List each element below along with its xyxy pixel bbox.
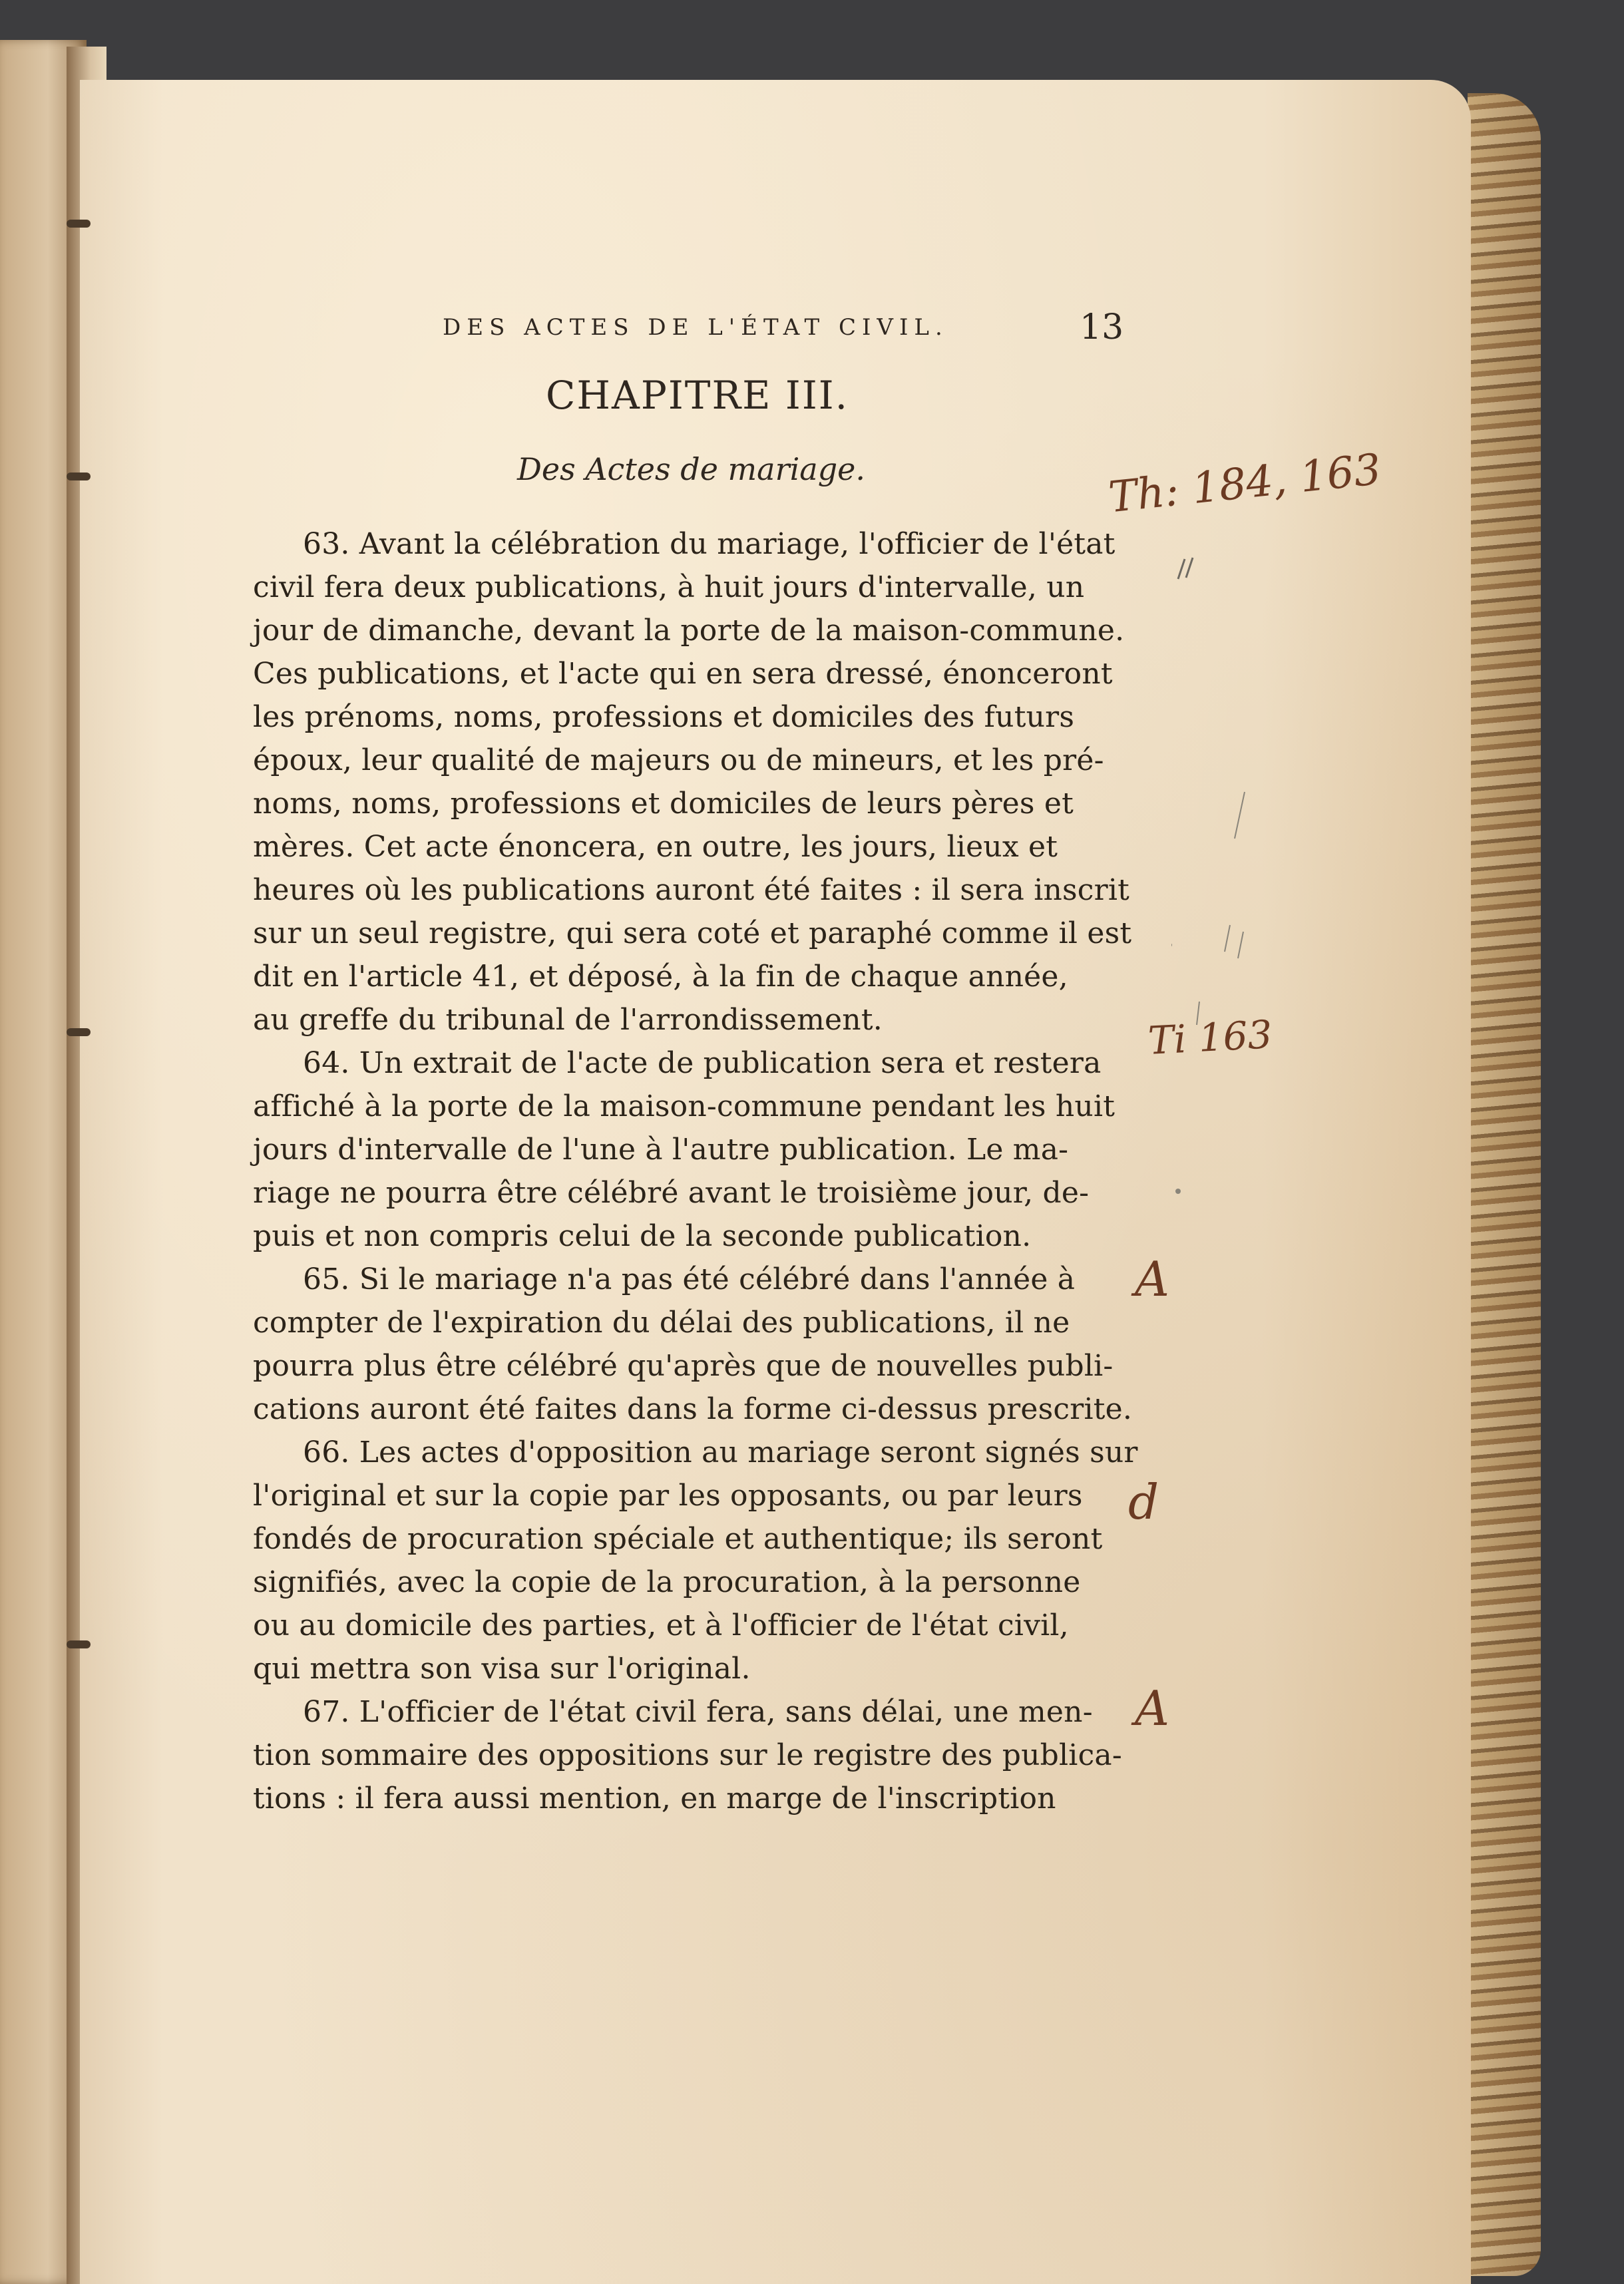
body-line: affiché à la porte de la maison-commune pendant les huit (253, 1089, 1116, 1123)
body-line: les prénoms, noms, professions et domiciles des futurs (253, 700, 1075, 734)
body-line: 64. Un extrait de l'acte de publication sera et restera (303, 1046, 1102, 1080)
body-line: tion sommaire des oppositions sur le registre des publica- (253, 1738, 1122, 1772)
body-line: mères. Cet acte énoncera, en outre, les jours, lieux et (253, 830, 1058, 864)
body-line: heures où les publications auront été faites : il sera inscrit (253, 873, 1130, 907)
body-line: jour de dimanche, devant la porte de la maison-commune. (253, 614, 1125, 648)
margin-tick (67, 1640, 91, 1648)
handwritten-mark: d (1128, 1474, 1159, 1530)
handwritten-mark: A (1135, 1251, 1169, 1307)
body-line: cations auront été faites dans la forme ci-dessus prescrite. (253, 1392, 1133, 1426)
body-line: tions : il fera aussi mention, en marge de l'inscription (253, 1782, 1056, 1815)
chapter-title: CHAPITRE III. (546, 373, 849, 418)
body-line: ou au domicile des parties, et à l'officier de l'état civil, (253, 1609, 1069, 1642)
body-line: fondés de procuration spéciale et authentique; ils seront (253, 1522, 1103, 1556)
margin-tick (67, 1028, 91, 1036)
body-line: 67. L'officier de l'état civil fera, sans délai, une men- (303, 1695, 1093, 1729)
body-line: civil fera deux publications, à huit jours d'intervalle, un (253, 570, 1085, 604)
page-number: 13 (1080, 307, 1124, 347)
handwritten-mark: A (1135, 1680, 1169, 1736)
body-line: noms, noms, professions et domiciles de leurs pères et (253, 787, 1074, 821)
body-line: pourra plus être célébré qu'après que de nouvelles publi- (253, 1349, 1114, 1383)
body-line: riage ne pourra être célébré avant le troisième jour, de- (253, 1176, 1090, 1210)
body-line: puis et non compris celui de la seconde publication. (253, 1219, 1032, 1253)
body-line: 63. Avant la célébration du mariage, l'officier de l'état (303, 527, 1116, 561)
body-line: 66. Les actes d'opposition au mariage seront signés sur (303, 1435, 1138, 1469)
running-title: DES ACTES DE L'ÉTAT CIVIL. (443, 314, 948, 341)
body-line: dit en l'article 41, et déposé, à la fin de chaque année, (253, 960, 1068, 994)
body-line: sur un seul registre, qui sera coté et paraphé comme il est (253, 916, 1132, 950)
body-line: époux, leur qualité de majeurs ou de mineurs, et les pré- (253, 743, 1104, 777)
handwritten-reference-top: Th: 184, 163 (1106, 445, 1384, 523)
body-line: qui mettra son visa sur l'original. (253, 1652, 751, 1686)
body-line: 65. Si le mariage n'a pas été célébré dans l'année à (303, 1262, 1076, 1296)
handwritten-reference-mid: Ti 163 (1147, 1012, 1274, 1063)
margin-tick (67, 473, 91, 480)
pencil-marks (1171, 532, 1258, 1298)
body-line: Ces publications, et l'acte qui en sera dressé, énonceront (253, 657, 1113, 691)
body-line: compter de l'expiration du délai des publications, il ne (253, 1306, 1070, 1340)
body-line: l'original et sur la copie par les opposants, ou par leurs (253, 1479, 1083, 1513)
body-line: au greffe du tribunal de l'arrondissement. (253, 1003, 883, 1037)
body-line: signifiés, avec la copie de la procuration, à la personne (253, 1565, 1081, 1599)
body-line: jours d'intervalle de l'une à l'autre publication. Le ma- (253, 1133, 1069, 1167)
marbled-page-edge (1468, 93, 1541, 2276)
margin-tick (67, 220, 91, 228)
section-title: Des Actes de mariage. (517, 451, 866, 487)
